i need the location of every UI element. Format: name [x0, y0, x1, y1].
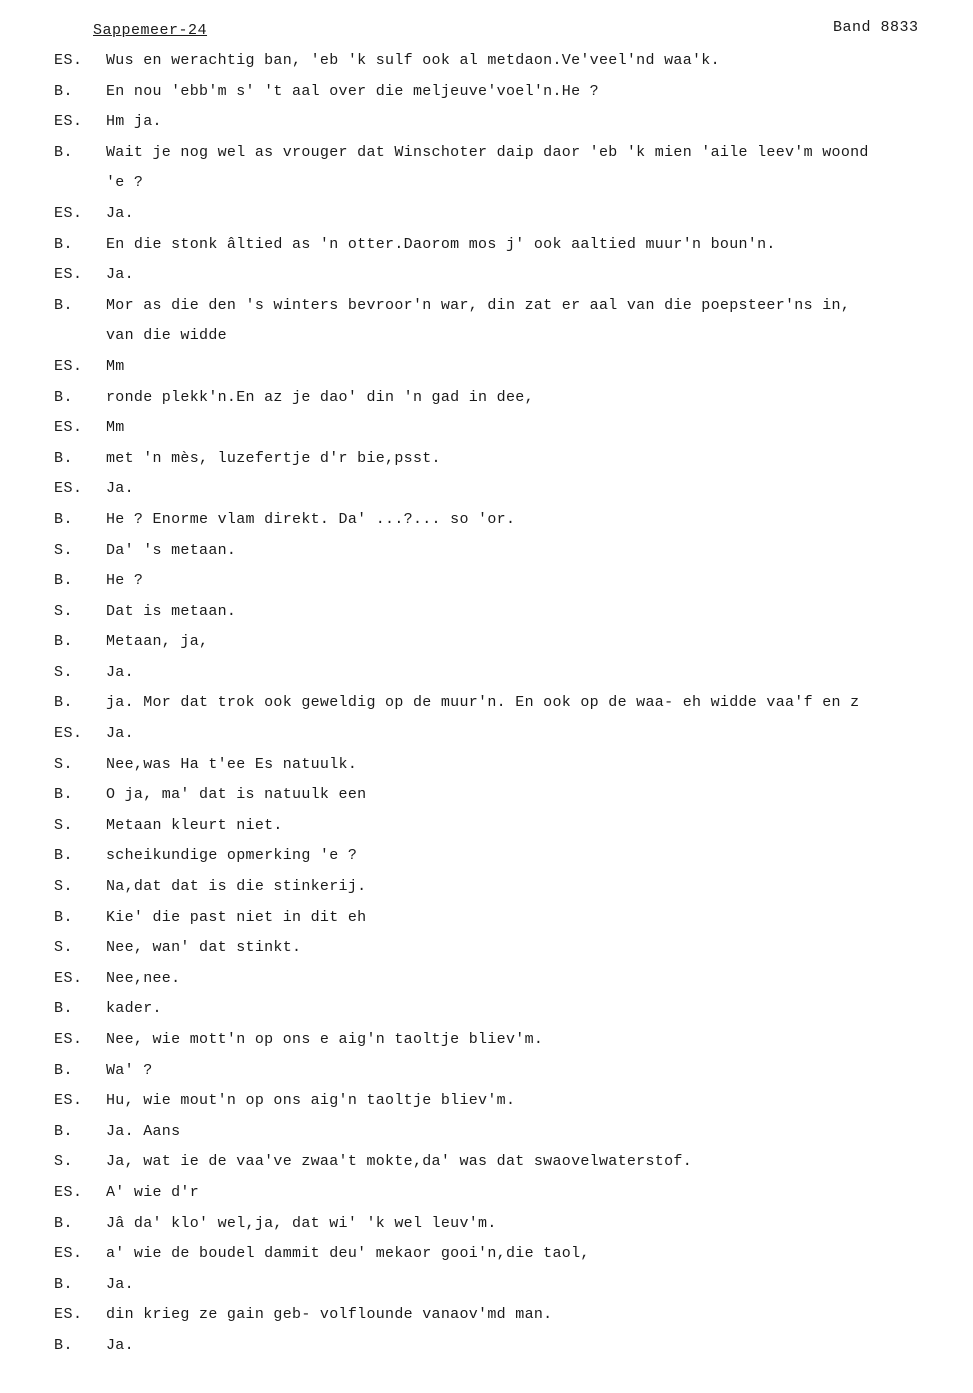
- utterance-text: a' wie de boudel dammit deu' mekaor gooi'n,die taol,: [106, 1245, 590, 1263]
- utterance-text: Kie' die past niet in dit eh: [106, 908, 367, 926]
- utterance-text: Ja.: [106, 1275, 134, 1293]
- transcript-line: [0, 1215, 973, 1246]
- speaker-label: B.: [54, 1336, 74, 1354]
- speaker-label: S.: [54, 878, 74, 896]
- transcript-line: [0, 1153, 973, 1184]
- transcript-line: [0, 878, 973, 909]
- speaker-label: B.: [54, 1275, 74, 1293]
- speaker-label: S.: [54, 602, 74, 620]
- speaker-label: ES.: [54, 480, 83, 498]
- utterance-text: Na,dat dat is die stinkerij.: [106, 878, 367, 896]
- utterance-text: En die stonk âltied as 'n otter.Daorom mos j' ook aaltied muur'n boun'n.: [106, 235, 776, 253]
- transcript-line: [0, 236, 973, 267]
- transcript-lines: [0, 52, 973, 1368]
- utterance-text: Ja.: [106, 266, 134, 284]
- transcript-line: [0, 603, 973, 634]
- utterance-text: scheikundige opmerking 'e ?: [106, 847, 358, 865]
- utterance-text: Wa' ?: [106, 1061, 153, 1079]
- transcript-line: [0, 542, 973, 573]
- utterance-text: Wus en werachtig ban, 'eb 'k sulf ook al metdaon.Ve'veel'nd waa'k.: [106, 52, 720, 69]
- speaker-label: B.: [54, 1122, 74, 1140]
- speaker-label: S.: [54, 816, 74, 834]
- transcript-line: [0, 511, 973, 542]
- utterance-text: Hm ja.: [106, 113, 162, 131]
- speaker-label: B.: [54, 296, 74, 314]
- speaker-label: ES.: [54, 1306, 83, 1324]
- utterance-text: Da' 's metaan.: [106, 541, 237, 559]
- transcript-line: [0, 1092, 973, 1123]
- utterance-text: Hu, wie mout'n op ons aig'n taoltje bliev'm.: [106, 1092, 516, 1110]
- utterance-text: En nou 'ebb'm s' 't aal over die meljeuve'voel'n.He ?: [106, 82, 599, 100]
- transcript-line: [0, 1123, 973, 1154]
- utterance-text: Metaan, ja,: [106, 633, 209, 651]
- band-number: Band 8833: [833, 19, 919, 36]
- transcript-line: [0, 1306, 973, 1337]
- transcript-line: [0, 144, 973, 175]
- speaker-label: ES.: [54, 266, 83, 284]
- document-title: Sappemeer-24: [93, 22, 208, 39]
- transcript-line: [0, 266, 973, 297]
- speaker-label: B.: [54, 908, 74, 926]
- transcript-line: [0, 909, 973, 940]
- speaker-label: ES.: [54, 1183, 83, 1201]
- transcript-line: [0, 358, 973, 389]
- speaker-label: B.: [54, 388, 74, 406]
- speaker-label: ES.: [54, 725, 83, 743]
- speaker-label: B.: [54, 1000, 74, 1018]
- transcript-line: [0, 633, 973, 664]
- speaker-label: B.: [54, 143, 74, 161]
- transcript-line: [0, 939, 973, 970]
- speaker-label: S.: [54, 1153, 74, 1171]
- speaker-label: B.: [54, 510, 74, 528]
- transcript-line: [0, 174, 973, 205]
- utterance-text: Mm: [106, 419, 125, 437]
- utterance-text: Nee, wie mott'n op ons e aig'n taoltje bliev'm.: [106, 1031, 544, 1048]
- utterance-text: Ja.: [106, 1336, 134, 1354]
- transcript-line: [0, 389, 973, 420]
- utterance-text: A' wie d'r: [106, 1183, 200, 1201]
- utterance-text: Dat is metaan.: [106, 602, 237, 620]
- transcript-line: [0, 817, 973, 848]
- speaker-label: ES.: [54, 1092, 83, 1110]
- speaker-label: B.: [54, 449, 74, 467]
- utterance-text: Mor as die den 's winters bevroor'n war, din zat er aal van die poepsteer'ns in,: [106, 296, 851, 314]
- utterance-text: Ja.: [106, 663, 134, 681]
- speaker-label: B.: [54, 1214, 74, 1232]
- utterance-text: He ?: [106, 572, 144, 590]
- speaker-label: B.: [54, 633, 74, 651]
- speaker-label: B.: [54, 786, 74, 804]
- utterance-text: met 'n mès, luzefertje d'r bie,psst.: [106, 449, 441, 467]
- utterance-text: Nee,nee.: [106, 969, 181, 987]
- utterance-text: Mm: [106, 357, 125, 375]
- speaker-label: S.: [54, 755, 74, 773]
- transcript-line: [0, 327, 973, 358]
- transcript-line: [0, 205, 973, 236]
- speaker-label: B.: [54, 694, 74, 712]
- speaker-label: ES.: [54, 419, 83, 437]
- transcript-line: [0, 970, 973, 1001]
- speaker-label: ES.: [54, 113, 83, 131]
- transcript-line: [0, 1184, 973, 1215]
- utterance-text: O ja, ma' dat is natuulk een: [106, 786, 367, 804]
- speaker-label: ES.: [54, 1031, 83, 1048]
- transcript-line: [0, 572, 973, 603]
- transcript-line: [0, 52, 973, 83]
- speaker-label: ES.: [54, 52, 83, 69]
- utterance-text: Ja.: [106, 725, 134, 743]
- transcript-line: [0, 1062, 973, 1093]
- utterance-text: Ja.: [106, 204, 134, 222]
- utterance-text: Ja. Aans: [106, 1122, 181, 1140]
- transcript-line: [0, 1245, 973, 1276]
- speaker-label: S.: [54, 939, 74, 957]
- transcript-line: [0, 786, 973, 817]
- speaker-label: B.: [54, 847, 74, 865]
- utterance-text: Ja, wat ie de vaa've zwaa't mokte,da' was dat swaovelwaterstof.: [106, 1153, 692, 1171]
- utterance-text: Nee, wan' dat stinkt.: [106, 939, 302, 957]
- utterance-text: Nee,was Ha t'ee Es natuulk.: [106, 755, 358, 773]
- transcript-line: [0, 1031, 973, 1062]
- utterance-text: 'e ?: [106, 174, 144, 192]
- transcript-line: [0, 725, 973, 756]
- speaker-label: S.: [54, 663, 74, 681]
- utterance-text: Wait je nog wel as vrouger dat Winschoter daip daor 'eb 'k mien 'aile leev'm woond: [106, 143, 869, 161]
- transcript-line: [0, 756, 973, 787]
- transcript-line: [0, 480, 973, 511]
- speaker-label: B.: [54, 82, 74, 100]
- utterance-text: kader.: [106, 1000, 162, 1018]
- transcript-line: [0, 847, 973, 878]
- speaker-label: ES.: [54, 357, 83, 375]
- utterance-text: Jâ da' klo' wel,ja, dat wi' 'k wel leuv'm.: [106, 1214, 497, 1232]
- utterance-text: din krieg ze gain geb- volflounde vanaov'md man.: [106, 1306, 553, 1324]
- speaker-label: ES.: [54, 1245, 83, 1263]
- speaker-label: S.: [54, 541, 74, 559]
- transcript-line: [0, 1276, 973, 1307]
- transcript-line: [0, 450, 973, 481]
- transcript-line: [0, 1337, 973, 1368]
- utterance-text: ronde plekk'n.En az je dao' din 'n gad in dee,: [106, 388, 534, 406]
- transcript-line: [0, 1000, 973, 1031]
- speaker-label: B.: [54, 572, 74, 590]
- utterance-text: He ? Enorme vlam direkt. Da' ...?... so 'or.: [106, 510, 516, 528]
- transcript-line: [0, 113, 973, 144]
- utterance-text: van die widde: [106, 327, 227, 345]
- transcript-line: [0, 694, 973, 725]
- transcript-line: [0, 297, 973, 328]
- utterance-text: Metaan kleurt niet.: [106, 816, 283, 834]
- transcript-line: [0, 664, 973, 695]
- utterance-text: ja. Mor dat trok ook geweldig op de muur'n. En ook op de waa- eh widde vaa'f en z: [106, 694, 860, 712]
- speaker-label: B.: [54, 235, 74, 253]
- utterance-text: Ja.: [106, 480, 134, 498]
- transcript-line: [0, 419, 973, 450]
- speaker-label: ES.: [54, 204, 83, 222]
- speaker-label: B.: [54, 1061, 74, 1079]
- speaker-label: ES.: [54, 969, 83, 987]
- transcript-line: [0, 83, 973, 114]
